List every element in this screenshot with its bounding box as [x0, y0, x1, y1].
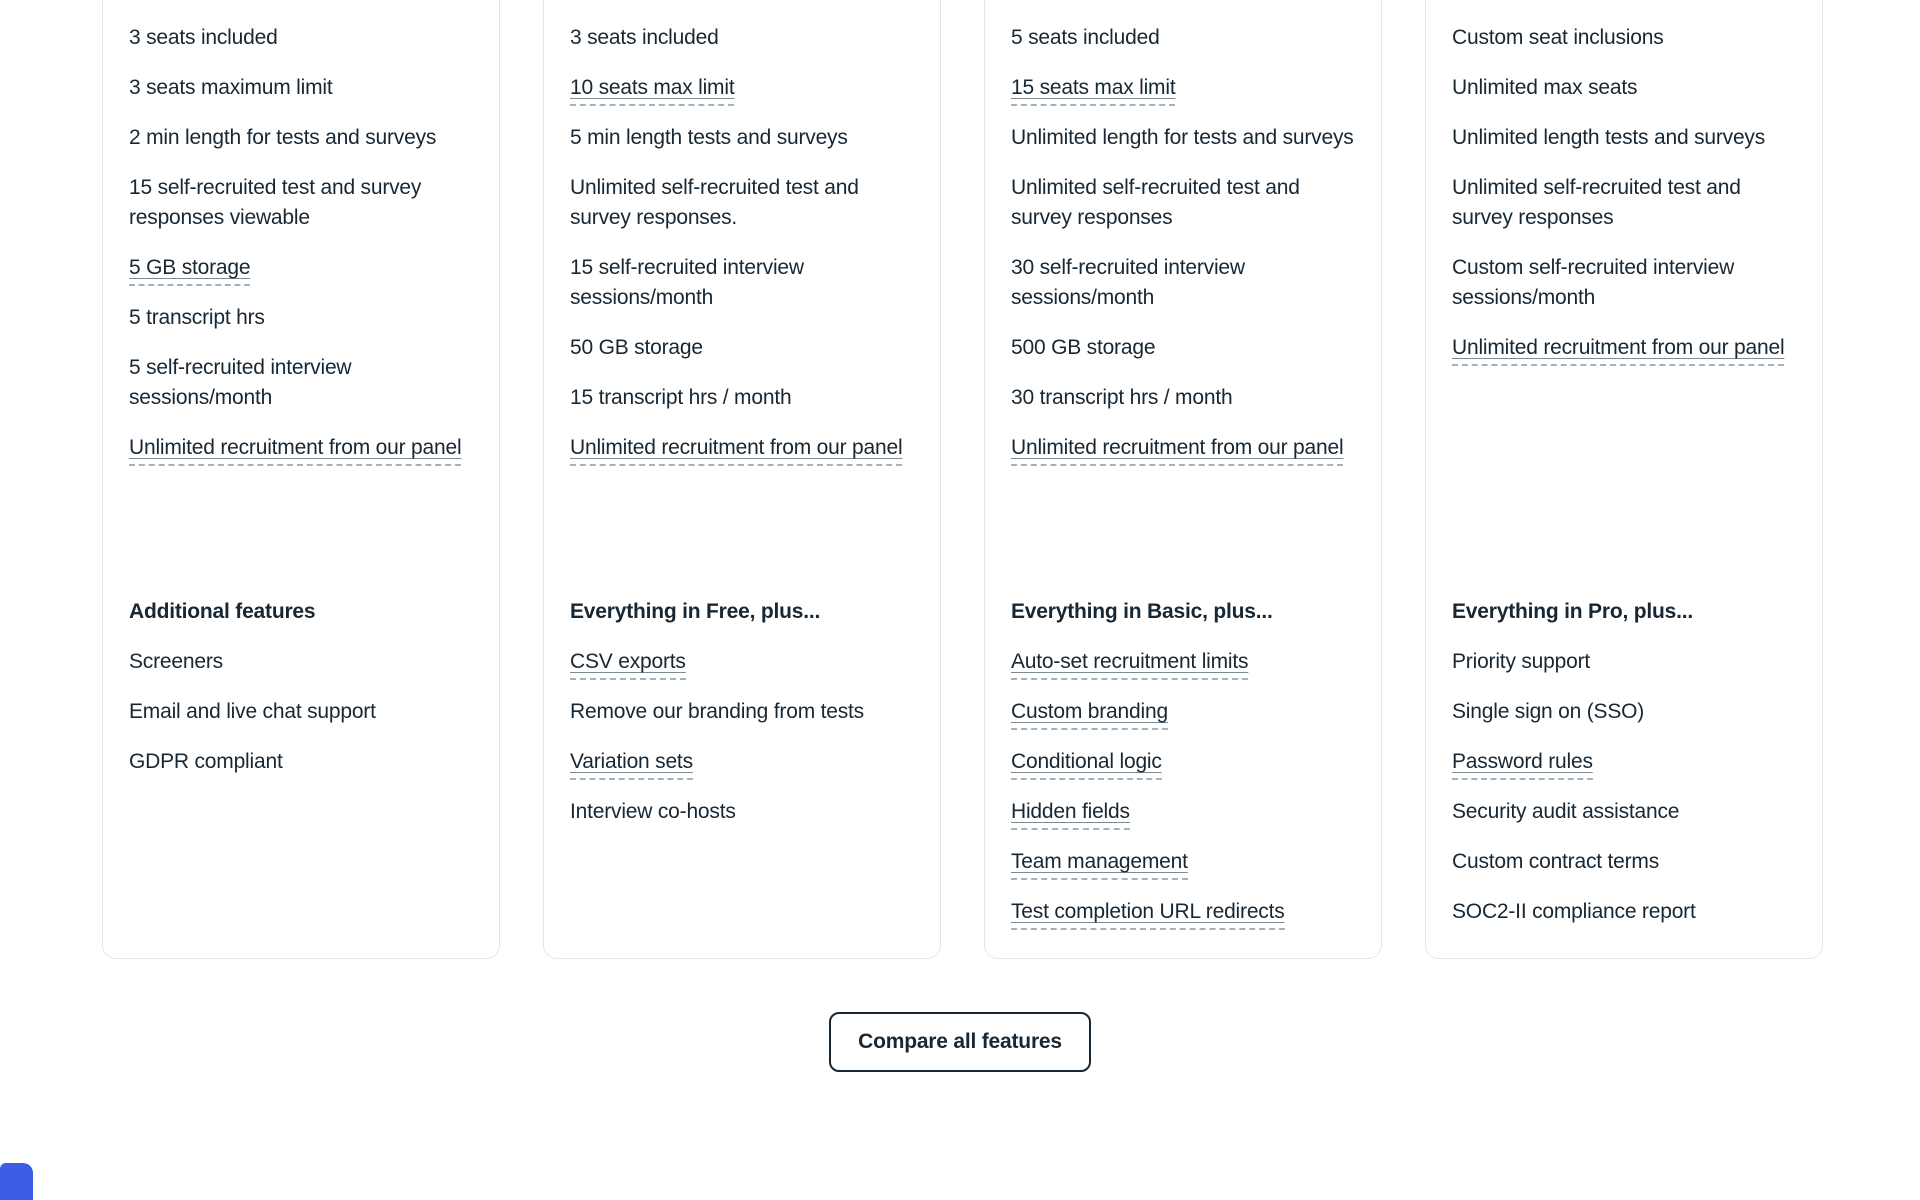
feature-item — [570, 253, 914, 313]
feature-text: Priority support — [1452, 650, 1591, 673]
feature-link[interactable]: Unlimited recruitment from our panel — [129, 436, 461, 466]
feature-text: Email and live chat support — [129, 700, 376, 723]
feature-item — [1011, 647, 1355, 677]
feature-item — [129, 433, 473, 463]
feature-text: 3 seats included — [570, 26, 719, 49]
feature-item — [570, 333, 914, 363]
feature-item — [1452, 123, 1796, 153]
feature-text: GDPR compliant — [129, 750, 283, 773]
feature-link[interactable]: Unlimited recruitment from our panel — [1452, 336, 1784, 366]
feature-text: 50 GB storage — [570, 336, 703, 359]
feature-link[interactable]: Password rules — [1452, 750, 1593, 780]
feature-item — [1452, 333, 1796, 363]
plan-card-enterprise — [1425, 0, 1823, 959]
feature-link[interactable]: Unlimited recruitment from our panel — [570, 436, 902, 466]
feature-link[interactable]: 15 seats max limit — [1011, 76, 1175, 106]
feature-item — [129, 73, 473, 103]
feature-link[interactable]: Custom branding — [1011, 700, 1168, 730]
feature-item — [1452, 173, 1796, 233]
section-header: Everything in Pro, plus... — [1452, 600, 1694, 623]
feature-list-bottom — [1452, 647, 1796, 927]
feature-text: Unlimited length tests and surveys — [1452, 126, 1766, 149]
feature-link[interactable]: Team management — [1011, 850, 1188, 880]
section-header: Additional features — [129, 600, 316, 623]
feature-text: 3 seats included — [129, 26, 278, 49]
feature-item — [1011, 697, 1355, 727]
feature-section-bottom — [1452, 597, 1796, 947]
feature-item — [1452, 23, 1796, 53]
feature-item — [129, 647, 473, 677]
plan-card-free — [102, 0, 500, 959]
feature-item — [1011, 333, 1355, 363]
plan-card-basic — [543, 0, 941, 959]
feature-list-bottom — [1011, 647, 1355, 927]
feature-item — [129, 303, 473, 333]
feature-link[interactable]: CSV exports — [570, 650, 686, 680]
feature-item — [1011, 897, 1355, 927]
feature-link[interactable]: 10 seats max limit — [570, 76, 734, 106]
feature-item — [570, 23, 914, 53]
feature-list-bottom — [570, 647, 914, 827]
feature-item — [1011, 253, 1355, 313]
feature-item — [570, 697, 914, 727]
feature-item — [1452, 797, 1796, 827]
feature-item — [129, 23, 473, 53]
feature-text: 5 transcript hrs — [129, 306, 265, 329]
feature-item — [1452, 647, 1796, 677]
feature-item — [570, 433, 914, 463]
feature-list-top — [1011, 23, 1355, 597]
feature-link[interactable]: Test completion URL redirects — [1011, 900, 1285, 930]
feature-item — [129, 747, 473, 777]
feature-link[interactable]: Auto-set recruitment limits — [1011, 650, 1248, 680]
feature-link[interactable]: Unlimited recruitment from our panel — [1011, 436, 1343, 466]
section-header: Everything in Free, plus... — [570, 600, 821, 623]
plans-grid — [102, 0, 1823, 959]
feature-text: 500 GB storage — [1011, 336, 1156, 359]
feature-text: 3 seats maximum limit — [129, 76, 333, 99]
feature-link[interactable]: Conditional logic — [1011, 750, 1162, 780]
compare-all-features-button[interactable]: Compare all features — [829, 1012, 1091, 1072]
feature-text: Unlimited length for tests and surveys — [1011, 126, 1354, 149]
feature-text: 15 transcript hrs / month — [570, 386, 792, 409]
feature-item — [1452, 253, 1796, 313]
feature-list-top — [129, 23, 473, 597]
feature-item — [1452, 897, 1796, 927]
compare-button-row — [0, 1012, 1920, 1072]
feature-text: Custom self-recruited interview sessions/month — [1452, 256, 1735, 309]
feature-item — [1452, 73, 1796, 103]
feature-text: 2 min length for tests and surveys — [129, 126, 437, 149]
feature-section-bottom — [570, 597, 914, 847]
feature-item — [570, 797, 914, 827]
feature-list-top — [570, 23, 914, 597]
feature-item — [129, 697, 473, 727]
feature-text: Unlimited max seats — [1452, 76, 1638, 99]
feature-list-top — [1452, 23, 1796, 597]
feature-link[interactable]: Variation sets — [570, 750, 693, 780]
feature-item — [570, 173, 914, 233]
feature-item — [1452, 847, 1796, 877]
feature-item — [1011, 173, 1355, 233]
chat-launcher-button[interactable] — [0, 1163, 33, 1200]
feature-item — [129, 353, 473, 413]
feature-item — [129, 253, 473, 283]
feature-link[interactable]: Hidden fields — [1011, 800, 1130, 830]
feature-text: Single sign on (SSO) — [1452, 700, 1645, 723]
feature-text: Custom contract terms — [1452, 850, 1660, 873]
feature-text: 15 self-recruited interview sessions/month — [570, 256, 804, 309]
feature-item — [1011, 847, 1355, 877]
feature-text: 5 seats included — [1011, 26, 1160, 49]
feature-text: 5 self-recruited interview sessions/month — [129, 356, 352, 409]
feature-text: SOC2-II compliance report — [1452, 900, 1696, 923]
feature-text: Security audit assistance — [1452, 800, 1680, 823]
feature-text: 30 transcript hrs / month — [1011, 386, 1233, 409]
feature-item — [1011, 747, 1355, 777]
feature-item — [1011, 23, 1355, 53]
feature-link[interactable]: 5 GB storage — [129, 256, 250, 286]
feature-item — [1011, 73, 1355, 103]
feature-item — [570, 747, 914, 777]
feature-text: Screeners — [129, 650, 223, 673]
feature-section-bottom — [1011, 597, 1355, 947]
feature-item — [570, 123, 914, 153]
feature-item — [1011, 433, 1355, 463]
feature-item — [1011, 383, 1355, 413]
feature-text: Unlimited self-recruited test and survey responses — [1011, 176, 1300, 229]
feature-text: Interview co-hosts — [570, 800, 736, 823]
feature-item — [570, 73, 914, 103]
feature-text: 15 self-recruited test and survey responses viewable — [129, 176, 422, 229]
feature-text: Unlimited self-recruited test and survey responses. — [570, 176, 859, 229]
feature-item — [570, 383, 914, 413]
feature-list-bottom — [129, 647, 473, 777]
feature-item — [570, 647, 914, 677]
feature-item — [1452, 747, 1796, 777]
feature-text: Unlimited self-recruited test and survey responses — [1452, 176, 1741, 229]
feature-text: Custom seat inclusions — [1452, 26, 1664, 49]
feature-item — [1452, 697, 1796, 727]
section-header: Everything in Basic, plus... — [1011, 600, 1273, 623]
feature-item — [1011, 123, 1355, 153]
feature-section-bottom — [129, 597, 473, 797]
feature-text: 5 min length tests and surveys — [570, 126, 848, 149]
feature-text: 30 self-recruited interview sessions/month — [1011, 256, 1245, 309]
feature-item — [129, 123, 473, 153]
feature-item — [129, 173, 473, 233]
plan-card-pro — [984, 0, 1382, 959]
feature-item — [1011, 797, 1355, 827]
feature-text: Remove our branding from tests — [570, 700, 864, 723]
